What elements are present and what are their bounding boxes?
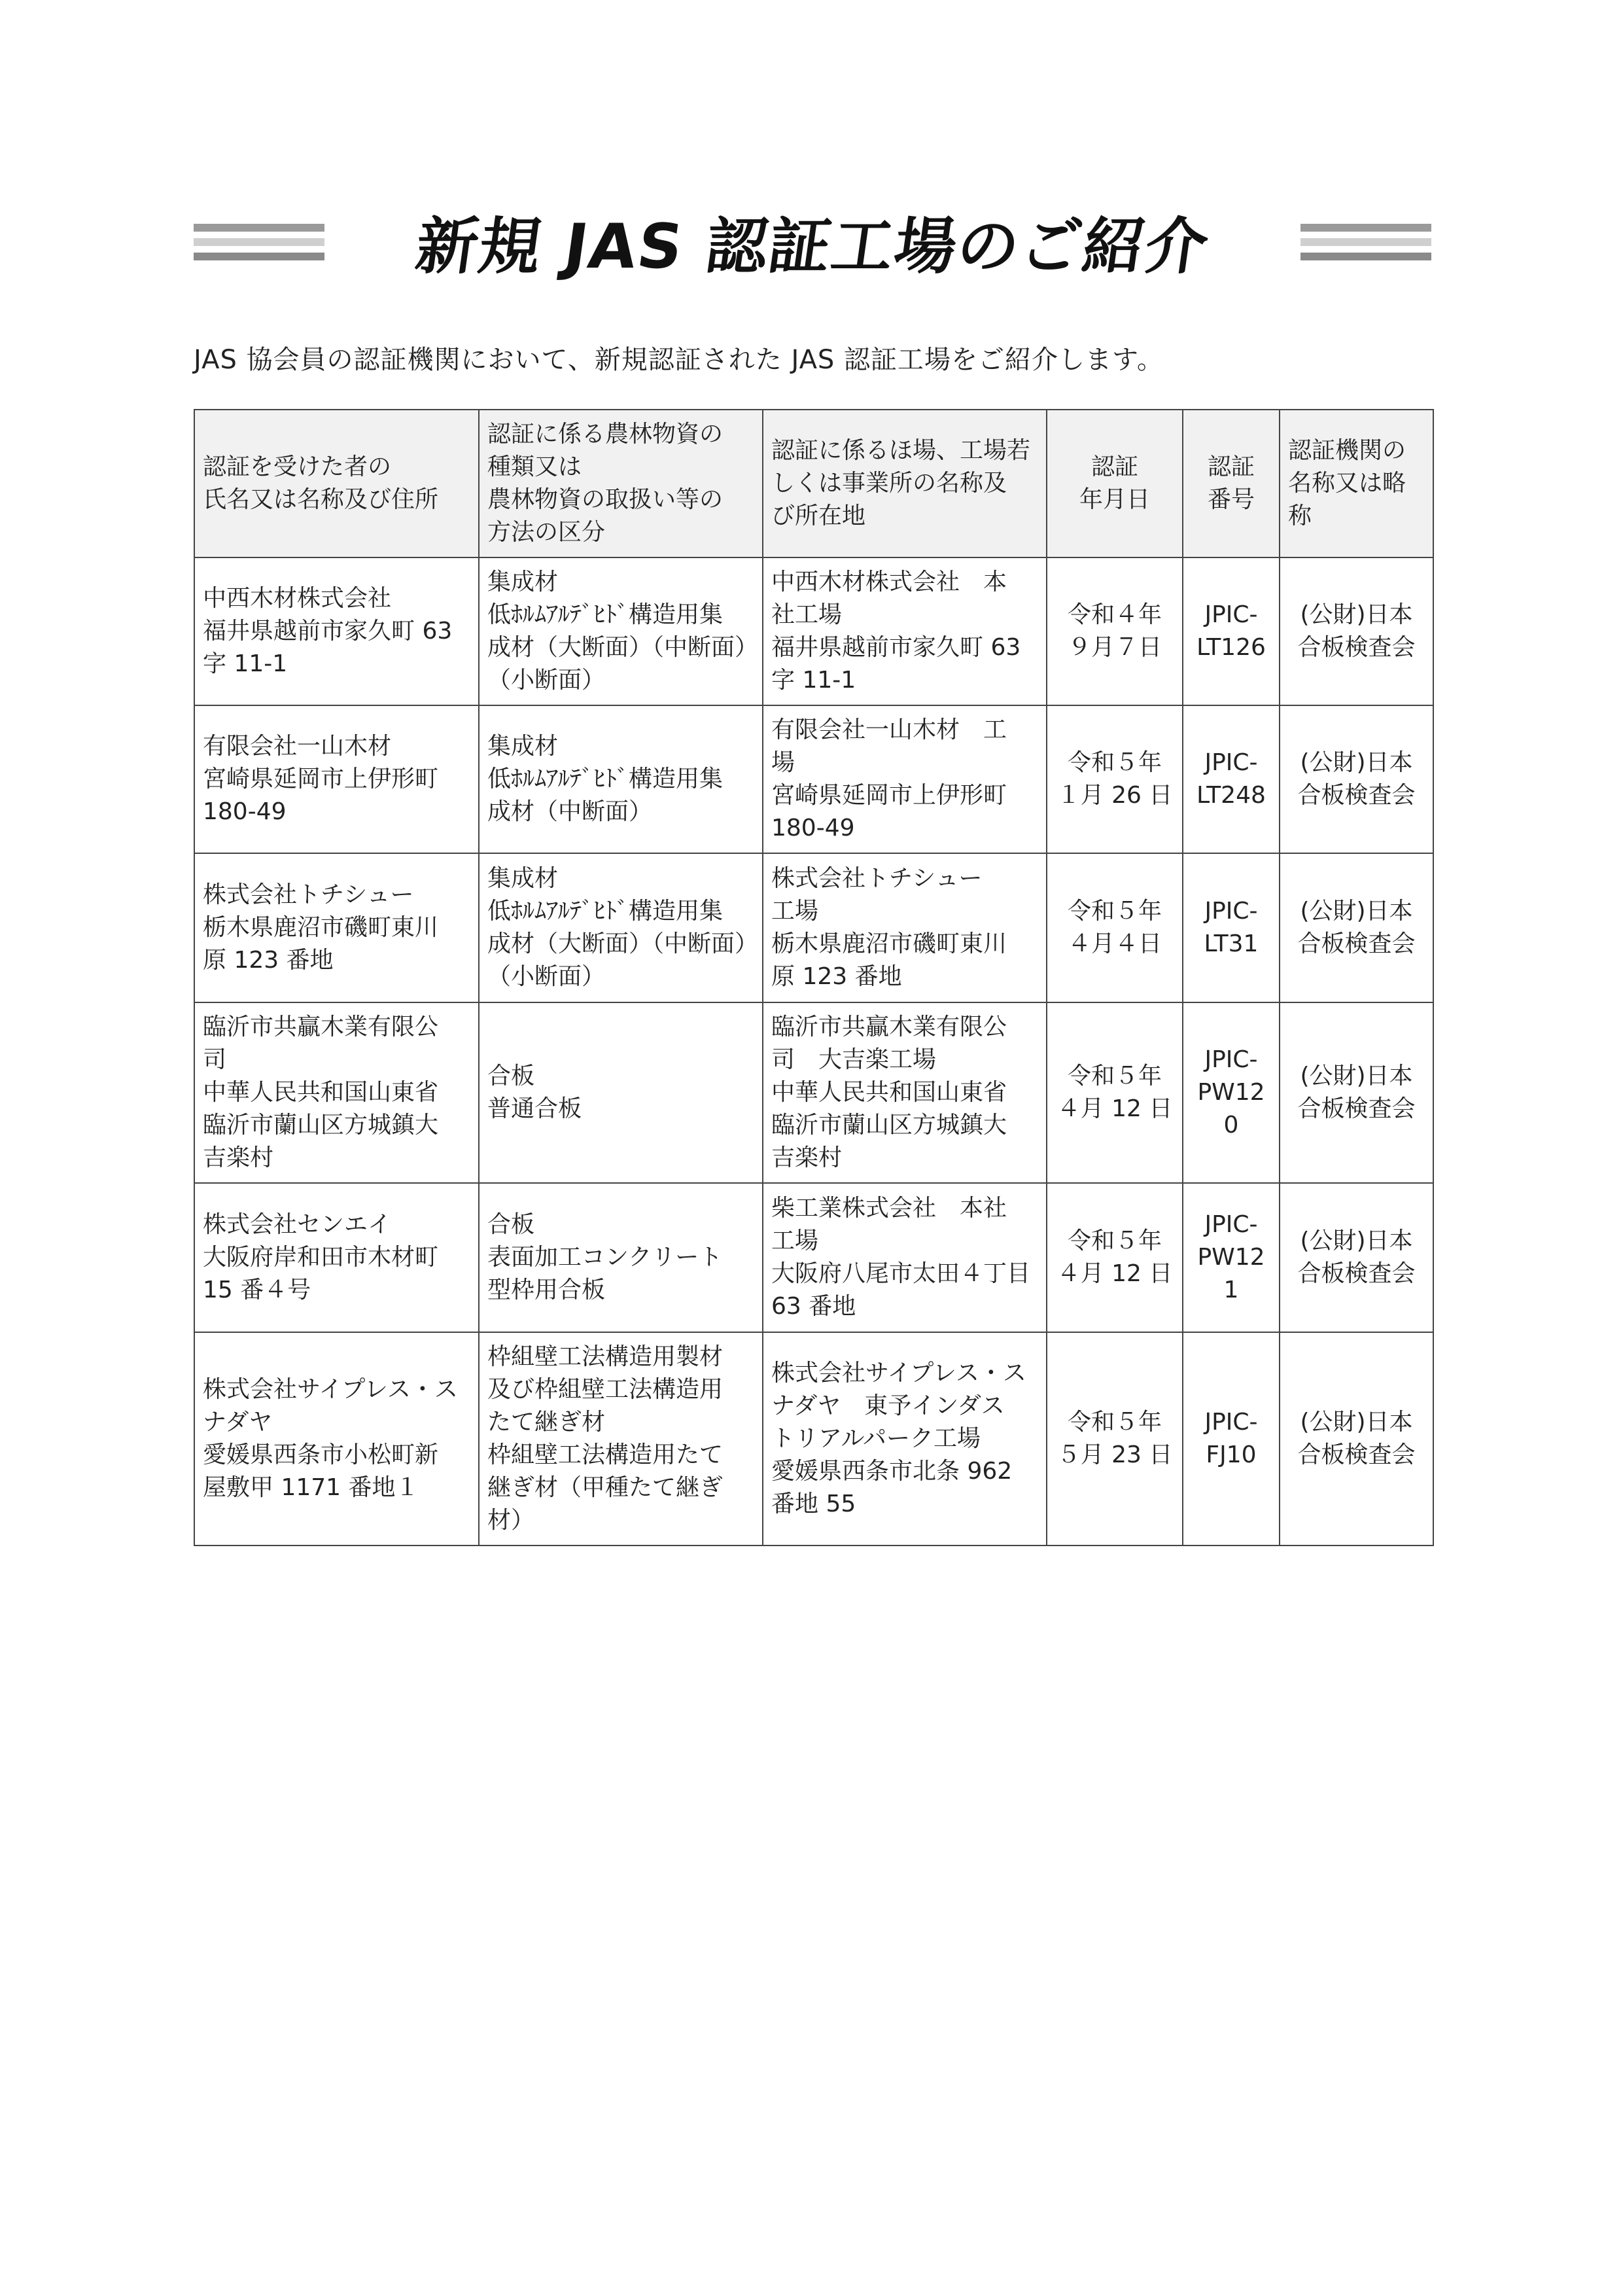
table-body (194, 557, 1433, 1545)
category-cell (479, 853, 763, 1002)
date-cell (1047, 705, 1183, 853)
cell-line: （小断面） (487, 667, 606, 694)
facility-cell (763, 853, 1047, 1002)
cell-line: 臨沂市蘭山区方城鎮大 (771, 1112, 1007, 1139)
cell-line: 称 (1288, 503, 1312, 529)
cell-line: 認証 (1091, 453, 1138, 480)
cell-line: 司 (203, 1046, 227, 1073)
cell-line: 成材（中断面） (487, 798, 653, 825)
cell-line: 合板 (487, 1063, 535, 1089)
holder-cell (194, 557, 479, 705)
body-cell (1280, 557, 1433, 705)
page-title: 新規 JAS 認証工場のご紹介 (411, 211, 1214, 283)
number-cell (1183, 853, 1280, 1002)
cell-line: 成材（大断面）（中断面） (487, 634, 759, 661)
title-decoration-right (1300, 224, 1431, 275)
cell-line: 原 123 番地 (771, 963, 902, 990)
cell-line: 株式会社トチシュー (771, 865, 983, 892)
holder-cell (194, 705, 479, 853)
cell-line: 愛媛県西条市小松町新 (203, 1441, 439, 1468)
cell-line: １月 26 日 (1056, 782, 1173, 809)
cell-line: 認証機関の (1288, 437, 1406, 464)
cell-line: 合板検査会 (1297, 782, 1416, 809)
cell-line: 有限会社一山木材 工 (771, 716, 1007, 743)
cell-line: LT31 (1204, 930, 1259, 957)
table-row (194, 705, 1433, 853)
number-cell (1183, 705, 1280, 853)
cell-line: 合板検査会 (1297, 930, 1416, 957)
cell-line: LT248 (1196, 782, 1266, 809)
cell-line: 柴工業株式会社 本社 (771, 1195, 1007, 1222)
cell-line: 令和５年 (1067, 1063, 1162, 1089)
cell-line: ９月７日 (1067, 634, 1162, 661)
holder-cell (194, 1332, 479, 1545)
cell-line: FJ10 (1206, 1441, 1257, 1468)
cell-line: (公財)日本 (1300, 1063, 1413, 1089)
cell-line: 合板検査会 (1297, 1260, 1416, 1287)
header-facility (763, 410, 1047, 557)
cell-line: 原 123 番地 (203, 947, 334, 974)
body-cell (1280, 705, 1433, 853)
facility-cell (763, 557, 1047, 705)
cell-line: 180-49 (203, 798, 287, 825)
cell-line: (公財)日本 (1300, 601, 1413, 628)
cell-line: JPIC- (1204, 898, 1258, 925)
cell-line: 低ﾎﾙﾑｱﾙﾃﾞﾋﾄﾞ構造用集 (487, 766, 724, 792)
cell-line: 工場 (771, 898, 819, 925)
date-cell (1047, 557, 1183, 705)
page-title-banner (194, 208, 1431, 287)
cell-line: 株式会社サイプレス・ス (203, 1376, 458, 1403)
cell-line: 合板検査会 (1297, 1095, 1416, 1122)
cell-line: 180-49 (771, 815, 855, 841)
cell-line: 認証 (1207, 453, 1255, 480)
cell-line: 福井県越前市家久町 63 (771, 634, 1021, 661)
cell-line: 社工場 (771, 601, 843, 628)
header-body (1280, 410, 1433, 557)
category-cell (479, 557, 763, 705)
cell-line: 合板検査会 (1297, 634, 1416, 661)
cell-line: び所在地 (771, 503, 866, 529)
cell-line: 枠組壁工法構造用製材 (487, 1343, 724, 1370)
table-row (194, 1002, 1433, 1183)
cell-line: 番号 (1207, 486, 1255, 513)
cell-line: 栃木県鹿沼市磯町東川 (203, 914, 439, 941)
category-cell (479, 1002, 763, 1183)
cell-line: 合板検査会 (1297, 1441, 1416, 1468)
cell-line: 15 番４号 (203, 1277, 311, 1303)
holder-cell (194, 853, 479, 1002)
cell-line: 認証に係るほ場、工場若 (771, 437, 1031, 464)
table-row (194, 853, 1433, 1002)
cell-line: 字 11-1 (203, 650, 288, 677)
cell-line: 大阪府岸和田市木材町 (203, 1244, 439, 1271)
cell-line: 普通合板 (487, 1095, 582, 1122)
cell-line: JPIC- (1204, 1409, 1258, 1436)
cell-line: (公財)日本 (1300, 1409, 1413, 1436)
body-cell (1280, 1183, 1433, 1332)
cell-line: (公財)日本 (1300, 749, 1413, 776)
cell-line: 司 大吉楽工場 (771, 1046, 937, 1073)
cell-line: 令和５年 (1067, 898, 1162, 925)
cell-line: 宮崎県延岡市上伊形町 (203, 766, 439, 792)
cell-line: 臨沂市蘭山区方城鎮大 (203, 1112, 439, 1139)
cell-line: 工場 (771, 1227, 819, 1254)
category-cell (479, 1332, 763, 1545)
cell-line: 吉楽村 (771, 1144, 843, 1171)
facility-cell (763, 1002, 1047, 1183)
cell-line: 認証に係る農林物資の (487, 421, 724, 448)
header-number (1183, 410, 1280, 557)
cell-line: たて継ぎ材 (487, 1409, 606, 1436)
date-cell (1047, 1183, 1183, 1332)
number-cell (1183, 1332, 1280, 1545)
cell-line: JPIC- (1204, 601, 1258, 628)
header-holder (194, 410, 479, 557)
cell-line: 吉楽村 (203, 1144, 274, 1171)
cell-line: 株式会社トチシュー (203, 881, 414, 908)
header-date (1047, 410, 1183, 557)
cell-line: 名称又は略 (1288, 470, 1406, 497)
cell-line: 大阪府八尾市太田４丁目 (771, 1260, 1031, 1287)
body-cell (1280, 1332, 1433, 1545)
cell-line: 農林物資の取扱い等の (487, 486, 724, 513)
table-header-row (194, 410, 1433, 557)
cell-line: 番地 55 (771, 1491, 856, 1517)
cell-line: 63 番地 (771, 1293, 856, 1320)
cell-line: 氏名又は名称及び住所 (203, 486, 439, 513)
cell-line: 低ﾎﾙﾑｱﾙﾃﾞﾋﾄﾞ構造用集 (487, 601, 724, 628)
cell-line: 材） (487, 1507, 535, 1534)
cell-line: 表面加工コンクリート (487, 1244, 723, 1271)
holder-cell (194, 1002, 479, 1183)
cell-line: 中西木材株式会社 本 (771, 569, 1007, 595)
body-cell (1280, 853, 1433, 1002)
number-cell (1183, 557, 1280, 705)
certification-table (194, 409, 1434, 1546)
cell-line: ４月４日 (1067, 930, 1162, 957)
cell-line: 栃木県鹿沼市磯町東川 (771, 930, 1007, 957)
cell-line: 屋敷甲 1171 番地１ (203, 1474, 419, 1501)
cell-line: 種類又は (487, 453, 582, 480)
cell-line: 令和５年 (1067, 749, 1162, 776)
cell-line: PW121 (1197, 1244, 1265, 1303)
cell-line: 成材（大断面）（中断面） (487, 930, 759, 957)
category-cell (479, 705, 763, 853)
cell-line: 低ﾎﾙﾑｱﾙﾃﾞﾋﾄﾞ構造用集 (487, 898, 724, 925)
cell-line: JPIC- (1204, 749, 1258, 776)
facility-cell (763, 1332, 1047, 1545)
cell-line: 臨沂市共贏木業有限公 (771, 1014, 1007, 1040)
cell-line: 宮崎県延岡市上伊形町 (771, 782, 1007, 809)
cell-line: 株式会社サイプレス・ス (771, 1360, 1026, 1386)
cell-line: 集成材 (487, 733, 559, 760)
cell-line: JPIC- (1204, 1046, 1258, 1073)
cell-line: JPIC- (1204, 1211, 1258, 1238)
category-cell (479, 1183, 763, 1332)
cell-line: 及び枠組壁工法構造用 (487, 1376, 724, 1403)
cell-line: 枠組壁工法構造用たて (487, 1441, 724, 1468)
cell-line: 年月日 (1079, 486, 1150, 513)
cell-line: 株式会社センエイ (203, 1211, 392, 1238)
cell-line: 令和４年 (1067, 601, 1162, 628)
cell-line: 臨沂市共贏木業有限公 (203, 1014, 439, 1040)
cell-line: PW120 (1197, 1079, 1265, 1139)
cell-line: 中華人民共和国山東省 (203, 1079, 439, 1106)
cell-line: 集成材 (487, 865, 559, 892)
cell-line: 型枠用合板 (487, 1277, 606, 1303)
cell-line: 方法の区分 (487, 519, 606, 546)
cell-line: ４月 12 日 (1056, 1260, 1173, 1287)
table-row (194, 1183, 1433, 1332)
body-cell (1280, 1002, 1433, 1183)
date-cell (1047, 853, 1183, 1002)
intro-text: JAS 協会員の認証機関において、新規認証された JAS 認証工場をご紹介します。 (194, 345, 1164, 375)
number-cell (1183, 1002, 1280, 1183)
facility-cell (763, 705, 1047, 853)
cell-line: 認証を受けた者の (203, 453, 392, 480)
cell-line: ナダヤ (203, 1409, 273, 1436)
date-cell (1047, 1332, 1183, 1545)
cell-line: 中西木材株式会社 (203, 585, 392, 612)
cell-line: (公財)日本 (1300, 898, 1413, 925)
header-category (479, 410, 763, 557)
cell-line: 中華人民共和国山東省 (771, 1079, 1007, 1106)
date-cell (1047, 1002, 1183, 1183)
holder-cell (194, 1183, 479, 1332)
cell-line: ５月 23 日 (1056, 1441, 1173, 1468)
cell-line: 継ぎ材（甲種たて継ぎ (487, 1474, 724, 1501)
cell-line: 令和５年 (1067, 1409, 1162, 1436)
cell-line: 有限会社一山木材 (203, 733, 392, 760)
cell-line: 合板 (487, 1211, 535, 1238)
cell-line: 字 11-1 (771, 667, 856, 694)
number-cell (1183, 1183, 1280, 1332)
cell-line: 場 (771, 749, 795, 776)
facility-cell (763, 1183, 1047, 1332)
cell-line: (公財)日本 (1300, 1227, 1413, 1254)
cell-line: トリアルパーク工場 (771, 1425, 981, 1452)
cell-line: しくは事業所の名称及 (771, 470, 1007, 497)
cell-line: 愛媛県西条市北条 962 (771, 1458, 1013, 1485)
cell-line: ４月 12 日 (1056, 1095, 1173, 1122)
cell-line: LT126 (1196, 634, 1266, 661)
table-row (194, 1332, 1433, 1545)
cell-line: ナダヤ 東予インダス (771, 1392, 1005, 1419)
cell-line: 令和５年 (1067, 1227, 1162, 1254)
cell-line: 福井県越前市家久町 63 (203, 618, 453, 645)
cell-line: 集成材 (487, 569, 559, 595)
cell-line: （小断面） (487, 963, 606, 990)
table-row (194, 557, 1433, 705)
